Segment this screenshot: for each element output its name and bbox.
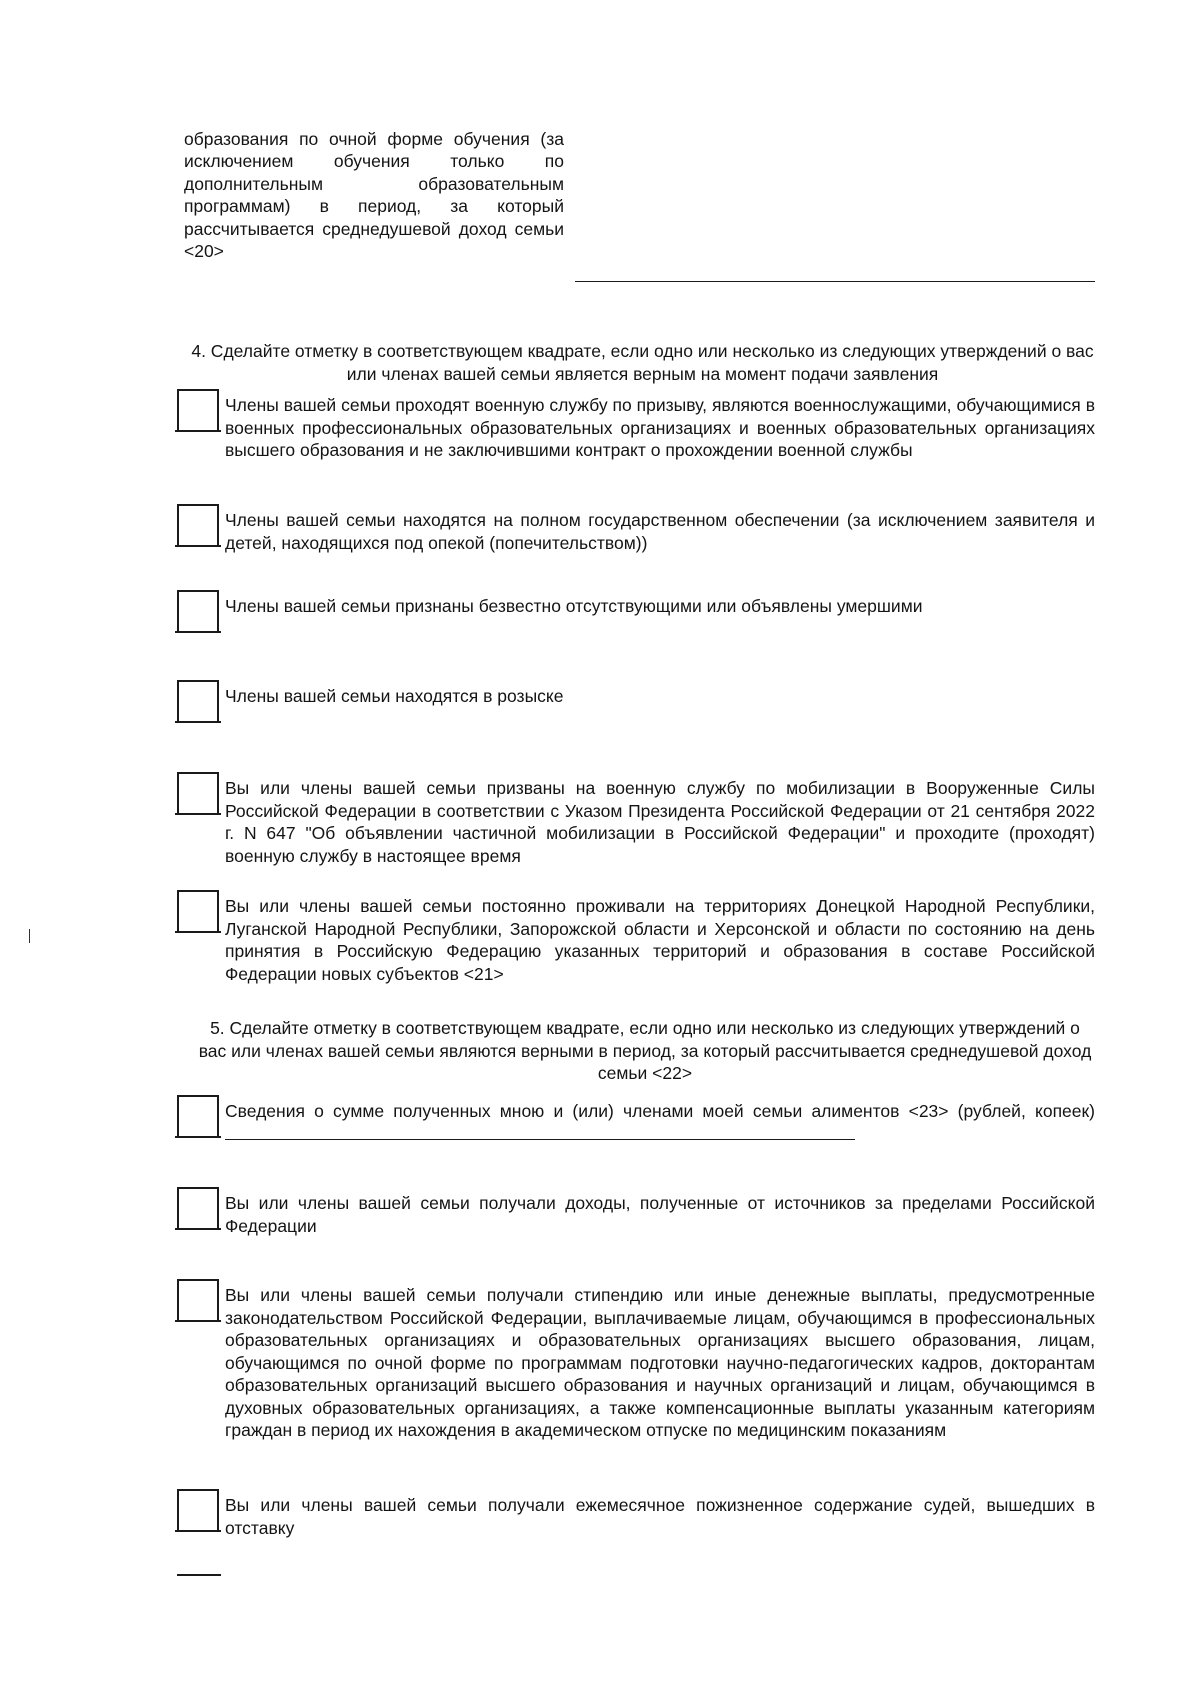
item-text: Члены вашей семьи находятся на полном государственном обеспечении (за исключением заявителя и детей, находящихся под опекой (попечительством)) (225, 510, 1095, 553)
checkbox-tick-line (175, 721, 221, 723)
item-text: Члены вашей семьи находятся в розыске (225, 686, 564, 706)
intro-paragraph: образования по очной форме обучения (за исключением обучения только по дополнительным образовательным программам) в период, за который рассчитывается среднедушевой доход семьи <20> (184, 129, 564, 262)
intro-answer-line[interactable] (575, 281, 1095, 282)
checkbox[interactable] (177, 772, 219, 815)
checkbox[interactable] (177, 1489, 219, 1532)
checkbox-tick-line (175, 1228, 221, 1230)
checkbox[interactable] (177, 504, 219, 547)
margin-mark (29, 929, 30, 943)
item-text: Члены вашей семьи проходят военную службу по призыву, являются военнослужащими, обучающимися в военных профессиональных образовательных организациях и военных образовательных организациях высшего образования и не заключившими контракт о прохождении военной службы (225, 395, 1095, 460)
checkbox[interactable] (177, 680, 219, 723)
checkbox-tick-line (175, 1530, 221, 1532)
checkbox[interactable] (177, 1279, 219, 1322)
checkbox-tick-line (175, 545, 221, 547)
item-text: Вы или члены вашей семьи получали доходы, полученные от источников за пределами Российской Федерации (225, 1193, 1095, 1236)
checkbox[interactable] (177, 890, 219, 933)
alimony-amount-field[interactable] (225, 1139, 855, 1140)
checkbox[interactable] (177, 1095, 219, 1138)
checkbox[interactable] (177, 1187, 219, 1230)
checkbox-tick-line (175, 931, 221, 933)
item-text: Вы или члены вашей семьи получали ежемесячное пожизненное содержание судей, вышедших в отставку (225, 1495, 1095, 1538)
item-text: Вы или члены вашей семьи призваны на военную службу по мобилизации в Вооруженные Силы Российской Федерации в соответствии с Указом Президента Российской Федерации от 21 сентября 2022 г. N 647 "Об объявлении частичной мобилизации в Российской Федерации" и проходите (проходят) военную службу в настоящее время (225, 778, 1095, 866)
checkbox-tick-line (175, 1320, 221, 1322)
checkbox-tick-line (175, 813, 221, 815)
item-text (225, 1100, 1095, 1145)
checkbox-tick-line (175, 631, 221, 633)
checkbox-tick-line (175, 430, 221, 432)
item-text: Члены вашей семьи признаны безвестно отсутствующими или объявлены умершими (225, 596, 923, 616)
checkbox[interactable] (177, 590, 219, 633)
section-4-heading: 4. Сделайте отметку в соответствующем квадрате, если одно или несколько из следующих утверждений о вас или членах вашей семьи является верным на момент подачи заявления (191, 341, 1094, 384)
checkbox-tick-line (175, 1136, 221, 1138)
section-5-heading: 5. Сделайте отметку в соответствующем квадрате, если одно или несколько из следующих утверждений о вас или членах вашей семьи являются верными в период, за который рассчитывается среднедушевой доход семьи <22> (198, 1018, 1092, 1083)
footnote-separator (177, 1574, 221, 1576)
checkbox[interactable] (177, 389, 219, 432)
item-text: Вы или члены вашей семьи постоянно проживали на территориях Донецкой Народной Республики, Луганской Народной Республики, Запорожской области и Херсонской и области по состоянию на день принятия в Российскую Федерацию указанных территорий и образования в составе Российской Федерации новых субъектов <21> (225, 896, 1095, 984)
item-text-label: Сведения о сумме полученных мною и (или) членами моей семьи алиментов <23> (рублей, копеек) (225, 1101, 1095, 1121)
item-text: Вы или члены вашей семьи получали стипендию или иные денежные выплаты, предусмотренные законодательством Российской Федерации, выплачиваемые лицам, обучающимся в профессиональных образовательных организациях и образовательных организациях высшего образования, лицам, обучающимся по очной форме по программам подготовки научно-педагогических кадров, докторантам образовательных организаций высшего образования и научных организаций и лицам, обучающимся в духовных образовательных организациях, а также компенсационные выплаты указанным категориям граждан в период их нахождения в академическом отпуске по медицинским показаниям (225, 1285, 1095, 1440)
